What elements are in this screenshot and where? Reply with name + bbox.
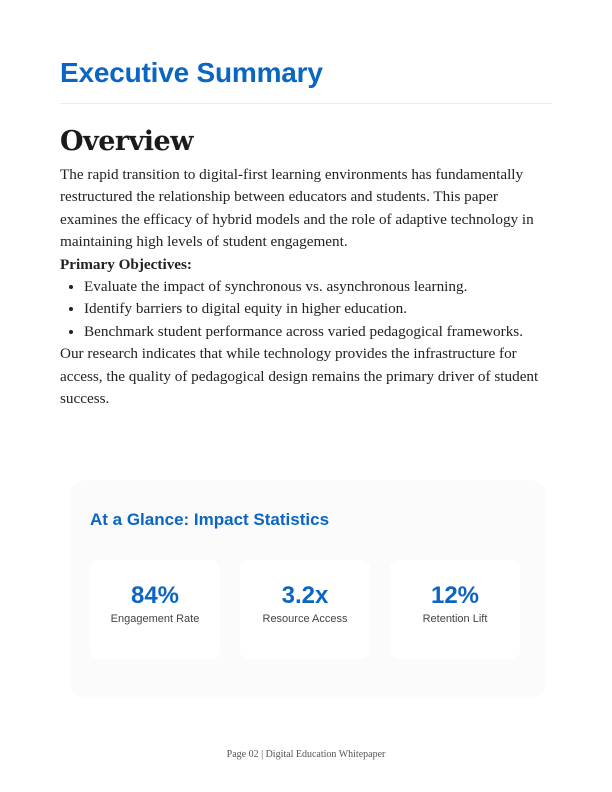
overview-body xyxy=(60,164,552,410)
section-heading-overview: Overview xyxy=(60,126,193,157)
objectives-label: Primary Objectives: xyxy=(60,255,192,273)
objective-item: • Benchmark student performance across varied pedagogical frameworks. xyxy=(84,321,552,343)
stat-value: 12% xyxy=(430,582,480,609)
objectives-list xyxy=(60,276,552,343)
stat-value: 84% xyxy=(130,582,180,609)
stat-card-engagement xyxy=(90,560,220,659)
title-divider xyxy=(60,103,552,104)
stat-label: Retention Lift xyxy=(422,613,488,625)
stat-label: Resource Access xyxy=(262,613,348,625)
page-footer: Page 02 | Digital Education Whitepaper xyxy=(226,749,386,760)
objective-item: • Identify barriers to digital equity in higher education. xyxy=(84,298,552,320)
intro-paragraph: The rapid transition to digital-first learning environments has fundamentally restructured the relationship between educators and students. This paper examines the efficacy of hybrid models and the role of adaptive technology in maintaining high levels of student engagement. xyxy=(60,166,534,251)
stat-card-resource-access xyxy=(240,560,370,659)
page-title: Executive Summary xyxy=(60,57,323,88)
stats-title: At a Glance: Impact Statistics xyxy=(90,510,330,529)
stat-label: Engagement Rate xyxy=(110,613,200,625)
objective-item: • Evaluate the impact of synchronous vs. asynchronous learning. xyxy=(84,276,552,298)
stat-value: 3.2x xyxy=(281,582,329,609)
impact-statistics-panel xyxy=(70,480,546,698)
stat-card-retention xyxy=(390,560,520,659)
conclusion-paragraph: Our research indicates that while technology provides the infrastructure for access, the quality of pedagogical design remains the primary driver of student success. xyxy=(60,345,539,408)
